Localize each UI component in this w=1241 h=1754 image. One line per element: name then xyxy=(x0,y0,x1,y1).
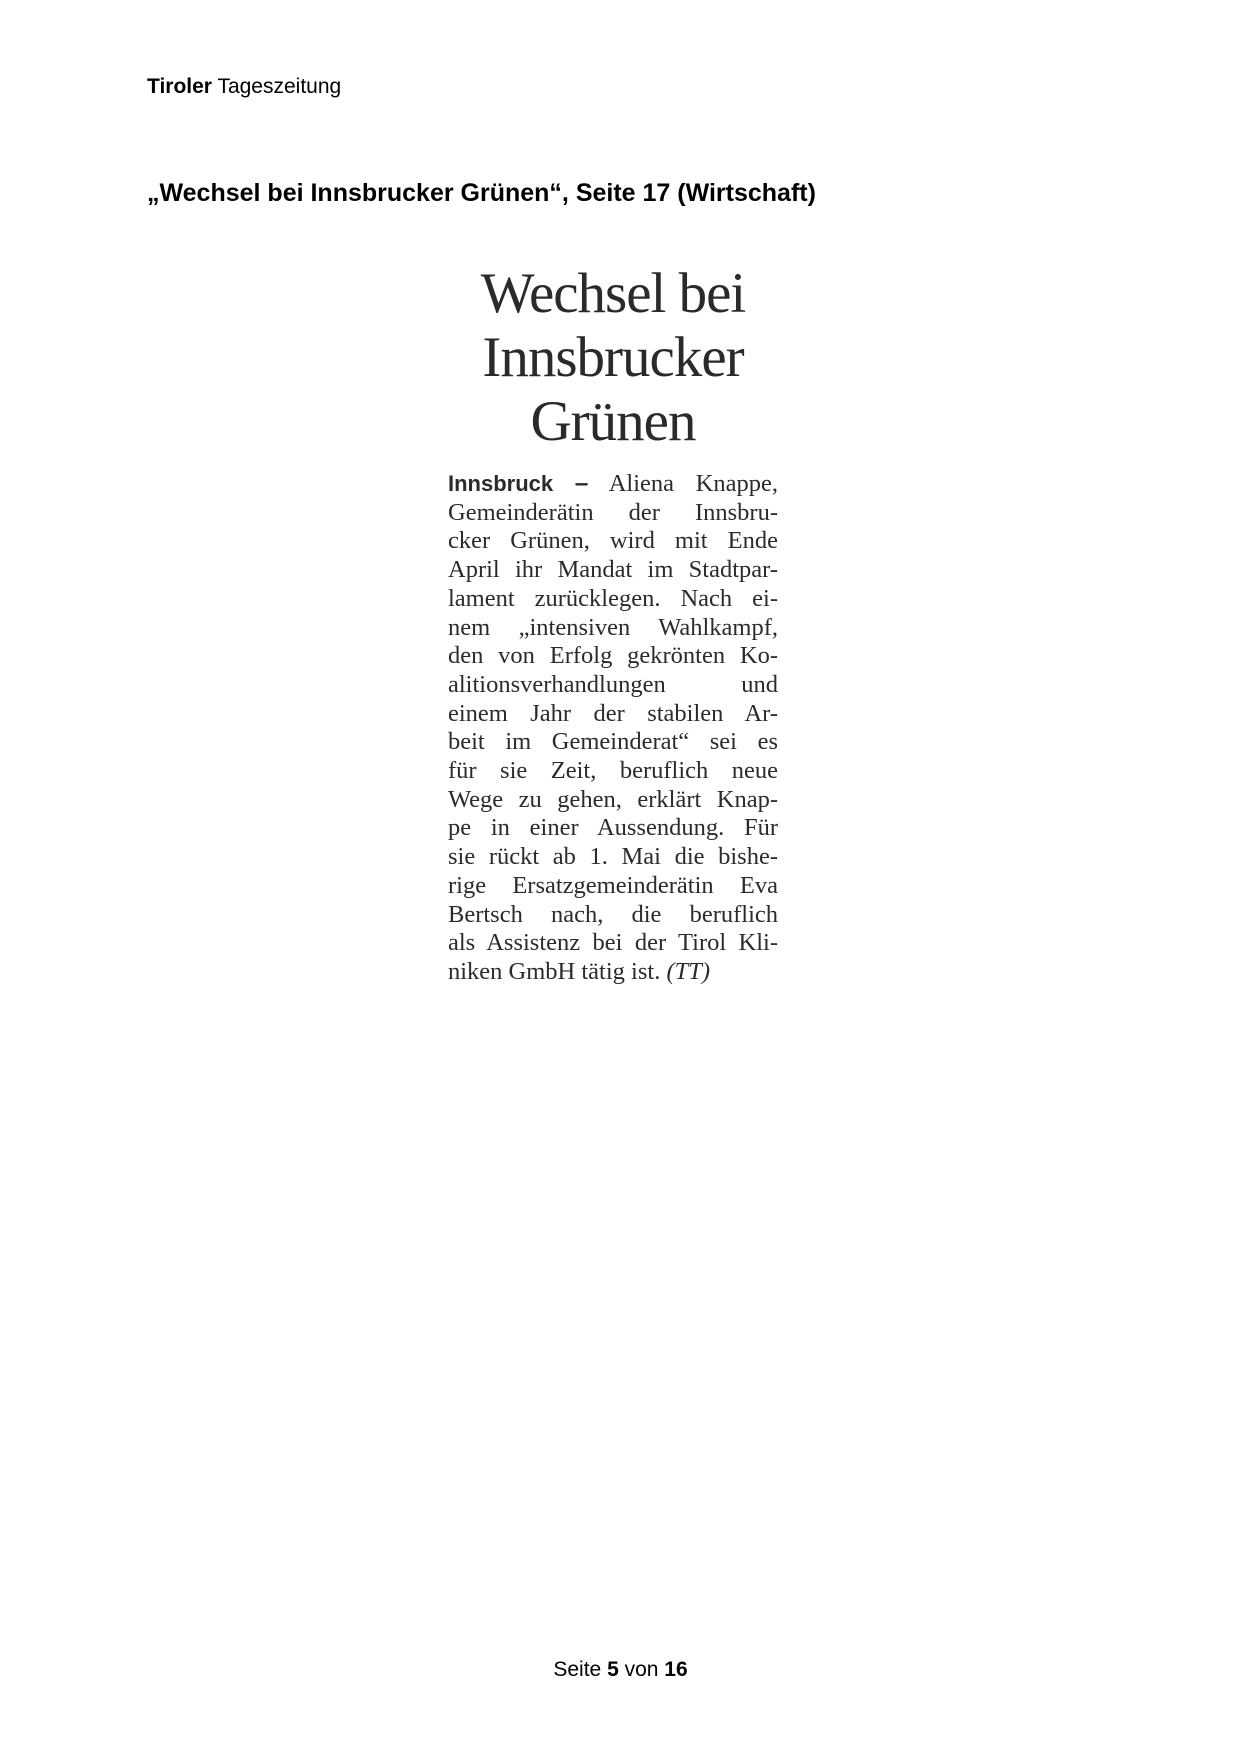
publication-name-bold: Tiroler xyxy=(147,75,212,98)
body-line-text: niken GmbH tätig ist. xyxy=(448,957,661,985)
newspaper-clipping xyxy=(448,262,778,987)
body-line xyxy=(448,470,778,499)
body-line: pe in einer Aussendung. Für xyxy=(448,814,778,842)
article-headline xyxy=(448,262,778,454)
headline-line-1: Wechsel bei xyxy=(480,262,746,325)
dateline-dash: – xyxy=(574,470,589,497)
page-footer xyxy=(0,1657,1241,1683)
body-line: nem „intensiven Wahlkampf, xyxy=(448,613,778,641)
page-total: 16 xyxy=(664,1658,688,1681)
publication-name-rest: Tageszeitung xyxy=(217,75,342,98)
article-body xyxy=(448,470,778,987)
page-current: 5 xyxy=(607,1658,619,1681)
body-line: einem Jahr der stabilen Ar- xyxy=(448,699,778,727)
headline-line-3: Grünen xyxy=(530,390,696,453)
body-line: Bertsch nach, die beruflich xyxy=(448,900,778,928)
article-reference: „Wechsel bei Innsbrucker Grünen“, Seite 17 (Wirtschaft) xyxy=(147,179,816,207)
body-line: Gemeinderätin der Innsbru- xyxy=(448,498,778,526)
body-line: für sie Zeit, beruflich neue xyxy=(448,757,778,785)
body-line: alitionsverhandlungen und xyxy=(448,670,778,698)
article-dateline: Innsbruck xyxy=(448,471,554,496)
body-line: beit im Gemeinderat“ sei es xyxy=(448,728,778,756)
body-line: den von Erfolg gekrönten Ko- xyxy=(448,642,778,670)
page-of-label: von xyxy=(624,1658,659,1681)
article-source: (TT) xyxy=(666,957,711,985)
body-line: lament zurücklegen. Nach ei- xyxy=(448,584,778,612)
body-line: Wege zu gehen, erklärt Knap- xyxy=(448,785,778,813)
page-label: Seite xyxy=(553,1658,602,1681)
body-line: April ihr Mandat im Stadtpar- xyxy=(448,556,778,584)
body-line xyxy=(448,958,778,987)
body-line: sie rückt ab 1. Mai die bishe- xyxy=(448,843,778,871)
publication-name xyxy=(147,74,341,100)
body-line: cker Grünen, wird mit Ende xyxy=(448,527,778,555)
body-line-text: Aliena Knappe, xyxy=(608,470,779,497)
headline-line-2: Innsbrucker xyxy=(482,326,744,389)
body-line: als Assistenz bei der Tirol Kli- xyxy=(448,929,778,957)
body-line: rige Ersatzgemeinderätin Eva xyxy=(448,871,778,899)
